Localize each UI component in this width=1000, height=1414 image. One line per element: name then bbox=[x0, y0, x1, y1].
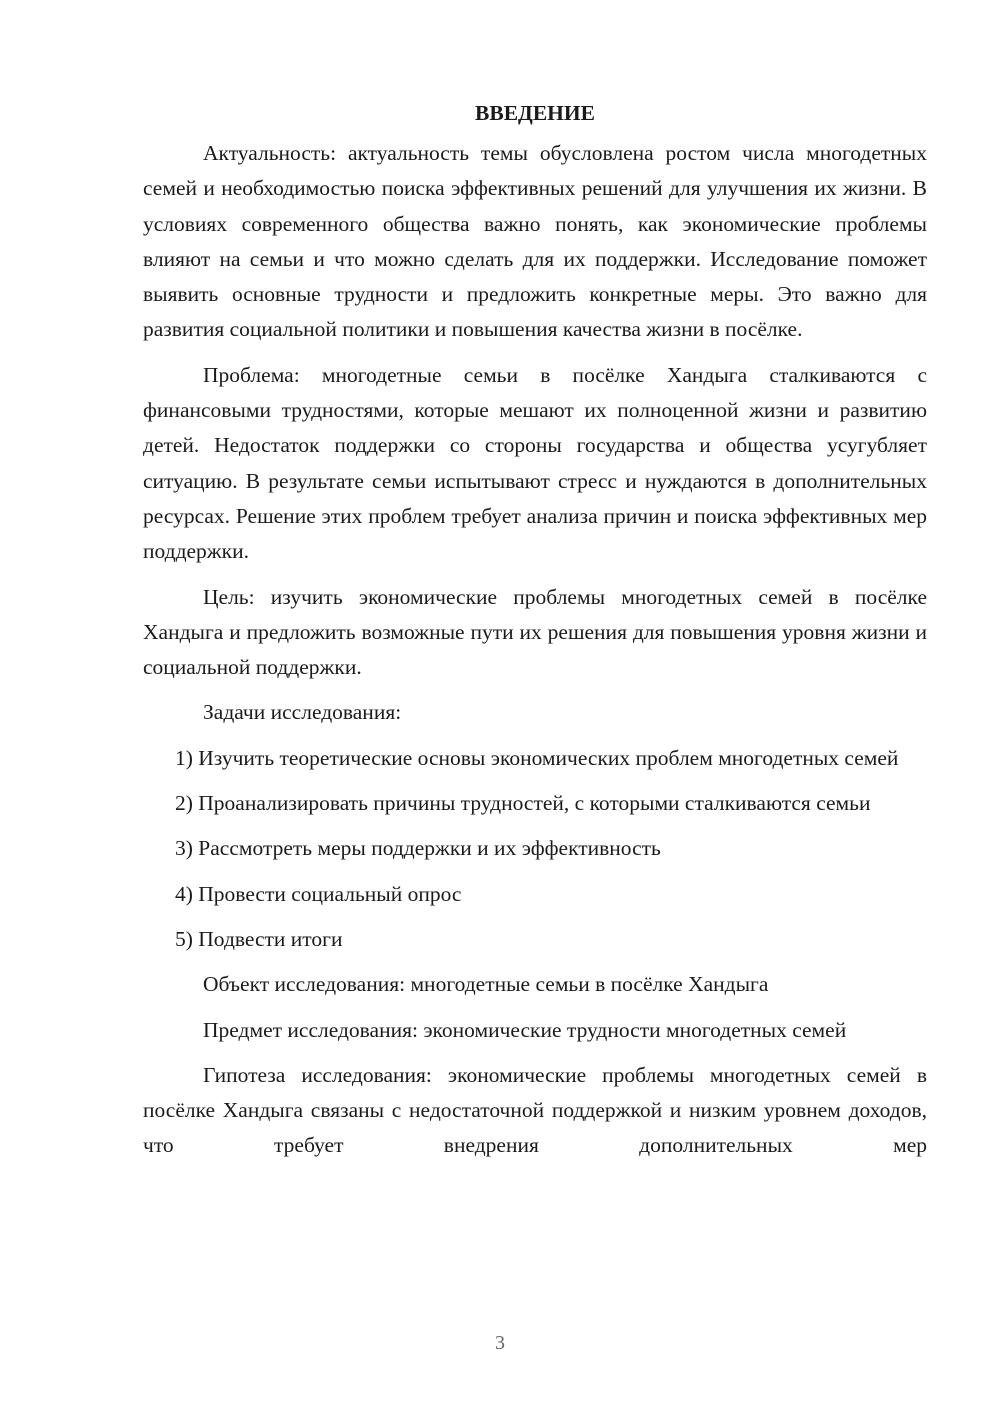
relevance-paragraph: Актуальность: актуальность темы обусловлена ростом числа многодетных семей и необходимостью поиска эффективных решений для улучшения их жизни. В условиях современного общества важно понять, как экономические проблемы влияют на семьи и что можно сделать для их поддержки. Исследование поможет выявить основные трудности и предложить конкретные меры. Это важно для развития социальной политики и повышения качества жизни в посёлке. bbox=[143, 141, 927, 342]
document-page bbox=[143, 96, 927, 1164]
object-paragraph: Объект исследования: многодетные семьи в посёлке Хандыга bbox=[203, 972, 769, 997]
goal-paragraph: Цель: изучить экономические проблемы многодетных семей в посёлке Хандыга и предложить возможные пути их решения для повышения уровня жизни и социальной поддержки. bbox=[143, 584, 927, 680]
task-item: 1) Изучить теоретические основы экономических проблем многодетных семей bbox=[175, 745, 899, 770]
hypothesis-paragraph: Гипотеза исследования: экономические проблемы многодетных семей в посёлке Хандыга связаны с недостаточной поддержкой и низким уровнем доходов, что требует внедрения дополнительных мер bbox=[143, 1062, 927, 1158]
task-item: 3) Рассмотреть меры поддержки и их эффективность bbox=[175, 836, 661, 861]
tasks-heading: Задачи исследования: bbox=[203, 700, 402, 725]
problem-paragraph: Проблема: многодетные семьи в посёлке Хандыга сталкиваются с финансовыми трудностями, которые мешают их полноценной жизни и развитию детей. Недостаток поддержки со стороны государства и общества усугубляет ситуацию. В результате семьи испытывают стресс и нуждаются в дополнительных ресурсах. Решение этих проблем требует анализа причин и поиска эффективных мер поддержки. bbox=[143, 362, 927, 564]
subject-paragraph: Предмет исследования: экономические трудности многодетных семей bbox=[203, 1017, 847, 1042]
task-item: 4) Провести социальный опрос bbox=[175, 881, 462, 906]
task-item: 2) Проанализировать причины трудностей, с которыми сталкиваются семьи bbox=[175, 791, 871, 816]
task-item: 5) Подвести итоги bbox=[175, 926, 343, 951]
page-number: 3 bbox=[495, 1332, 505, 1354]
section-title: ВВЕДЕНИЕ bbox=[475, 101, 595, 125]
